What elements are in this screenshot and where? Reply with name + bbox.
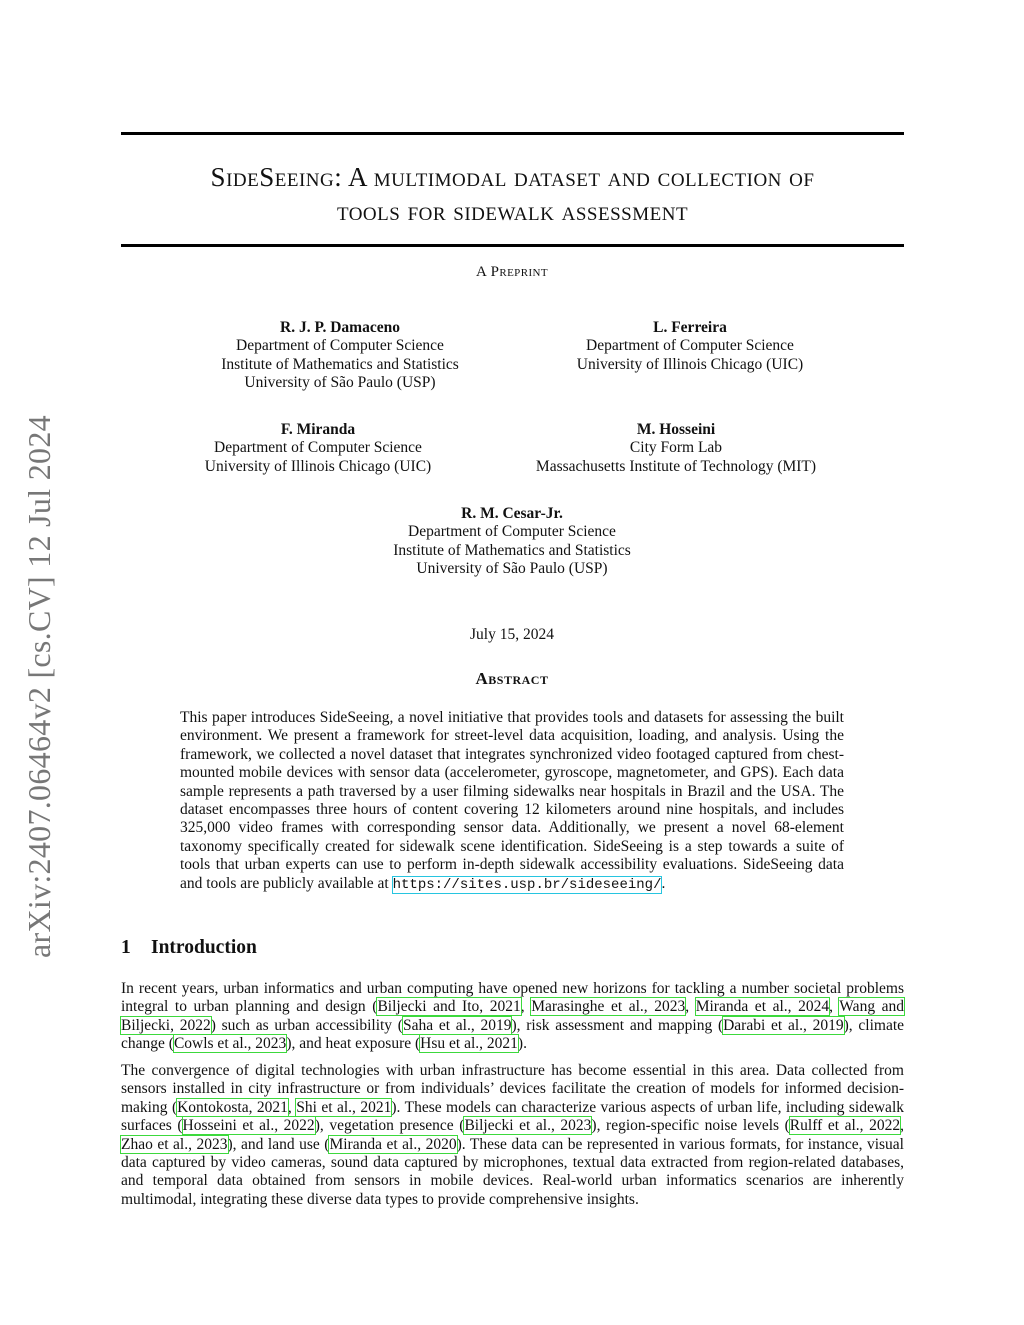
section-number: 1	[121, 937, 131, 958]
paper-title	[121, 160, 904, 228]
title-line-2: tools for sidewalk assessment	[336, 196, 689, 226]
author-block-2	[490, 319, 890, 374]
section-title: Introduction	[151, 937, 257, 958]
paragraph-1: In recent years, urban informatics and urban computing have opened new horizons for tackling a number societal problems integral to urban planning and design (Biljecki and Ito, 2021, Marasinghe et al., 2023, Miranda et al., 2024, Wang and Biljecki, 2022) such as urban accessibility (Saha et al., 2019), risk assessment and mapping (Darabi et al., 2019), climate change (Cowls et al., 2023), and heat exposure (Hsu et al., 2021).	[121, 980, 905, 1053]
preprint-label: A Preprint	[476, 264, 548, 280]
citation-link[interactable]: Zhao et al., 2023	[121, 1135, 228, 1153]
abstract-body: This paper introduces SideSeeing, a novel initiative that provides tools and datasets for assessing the built environment. We present a framework for street-level data acquisition, loading, and analysis. Using the framework, we collected a novel dataset that integrates synchronized video footaged captured from chest-mounted mobile devices with sensor data (accelerometer, gyroscope, magnetometer, and GPS). Each data sample represents a path traversed by a user filming sidewalks near hospitals in Brazil and the USA. The dataset encompasses three hours of content covering 12 kilometers around nine hospitals, and includes 325,000 video frames with corresponding sensor data. Additionally, we present a novel 68-element taxonomy specifically created for sidewalk scene identification. SideSeeing is a step towards a suite of tools that urban experts can use to perform in-depth sidewalk accessibility evaluations. SideSeeing data and tools are publicly available at https://sites.usp.br/sideseeing/.	[180, 709, 844, 893]
citation-link[interactable]: Miranda et al., 2024	[695, 998, 830, 1016]
citation-link[interactable]: Kontokosta, 2021	[177, 1098, 288, 1116]
citation-link[interactable]: Marasinghe et al., 2023	[531, 998, 686, 1016]
author-affiliation: Department of Computer Science	[408, 523, 616, 541]
title-rule-bottom	[121, 244, 904, 247]
author-affiliation: University of São Paulo (USP)	[244, 374, 436, 392]
abstract-text: This paper introduces SideSeeing, a novel initiative that provides tools and datasets for assessing the built environment. We present a framework for street-level data acquisition, loading, and analysis. Using the framework, we collected a novel dataset that integrates synchronized video footaged captured from chest-mounted mobile devices with sensor data (accelerometer, gyroscope, magnetometer, and GPS). Each data sample represents a path traversed by a user filming sidewalks near hospitals in Brazil and the USA. The dataset encompasses three hours of content covering 12 kilometers around nine hospitals, and includes 325,000 video frames with corresponding sensor data. Additionally, we present a novel 68-element taxonomy specifically created for sidewalk scene identification. SideSeeing is a step towards a suite of tools that urban experts can use to perform in-depth sidewalk accessibility evaluations. SideSeeing data and tools are publicly available at	[180, 709, 844, 892]
author-affiliation: Institute of Mathematics and Statistics	[221, 355, 459, 373]
citation-link[interactable]: Saha et al., 2019	[402, 1016, 512, 1034]
title-line-1: SideSeeing: A multimodal dataset and collection of	[210, 162, 815, 192]
title-rule-top	[121, 132, 904, 135]
author-name: R. M. Cesar-Jr.	[461, 505, 563, 522]
arxiv-identifier: arXiv:2407.06464v2 [cs.CV] 12 Jul 2024	[21, 415, 57, 958]
publication-date: July 15, 2024	[470, 626, 554, 643]
author-affiliation: City Form Lab	[629, 439, 723, 457]
author-affiliation: University of Illinois Chicago (UIC)	[204, 457, 432, 475]
citation-link[interactable]: Miranda et al., 2020	[329, 1135, 457, 1153]
author-affiliation: University of Illinois Chicago (UIC)	[576, 355, 804, 373]
citation-link[interactable]: Hsu et al., 2021	[420, 1035, 518, 1053]
author-affiliation: Department of Computer Science	[236, 337, 444, 355]
citation-link[interactable]: Wang and Biljecki, 2022	[121, 998, 905, 1034]
citation-link[interactable]: Darabi et al., 2019	[723, 1016, 844, 1034]
citation-link[interactable]: Biljecki and Ito, 2021	[377, 998, 521, 1016]
citation-link[interactable]: Biljecki et al., 2023	[464, 1117, 592, 1135]
author-affiliation: Department of Computer Science	[586, 337, 794, 355]
author-affiliation: University of São Paulo (USP)	[416, 560, 608, 578]
citation-link[interactable]: Cowls et al., 2023	[173, 1035, 287, 1053]
paragraph-2: The convergence of digital technologies with urban infrastructure has become essential in this area. Data collected from sensors installed in city infrastructure or from individuals’ devices facilitate the creation of models for informed decision-making (Kontokosta, 2021, Shi et al., 2021). These models can characterize various aspects of urban life, including sidewalk surfaces (Hosseini et al., 2022), vegetation presence (Biljecki et al., 2023), region-specific noise levels (Rulff et al., 2022, Zhao et al., 2023), and land use (Miranda et al., 2020). These data can be represented in various formats, for instance, visual data captured by video cameras, sound data captured by microphones, textual data extracted from region-related databases, and temporal data obtained from sensors in mobile devices. Real-world urban informatics scenarios are inherently multimodal, integrating these diverse data types to provide comprehensive insights.	[121, 1062, 905, 1208]
abstract-link[interactable]: https://sites.usp.br/sideseeing/	[392, 876, 662, 893]
author-name: L. Ferreira	[653, 319, 727, 336]
citation-link[interactable]: Shi et al., 2021	[296, 1098, 392, 1116]
author-name: F. Miranda	[280, 421, 356, 438]
section-heading	[121, 937, 257, 959]
author-name: R. J. P. Damaceno	[280, 319, 400, 336]
abstract-heading: Abstract	[475, 669, 549, 688]
author-block-3	[118, 421, 518, 476]
author-block-5	[312, 505, 712, 579]
author-affiliation: Institute of Mathematics and Statistics	[393, 541, 631, 559]
citation-link[interactable]: Hosseini et al., 2022	[182, 1117, 315, 1135]
author-name: M. Hosseini	[636, 421, 716, 438]
author-affiliation: Massachusetts Institute of Technology (MIT)	[535, 457, 817, 475]
author-affiliation: Department of Computer Science	[214, 439, 422, 457]
author-block-1	[140, 319, 540, 393]
author-block-4	[476, 421, 876, 476]
citation-link[interactable]: Rulff et al., 2022	[789, 1117, 901, 1135]
